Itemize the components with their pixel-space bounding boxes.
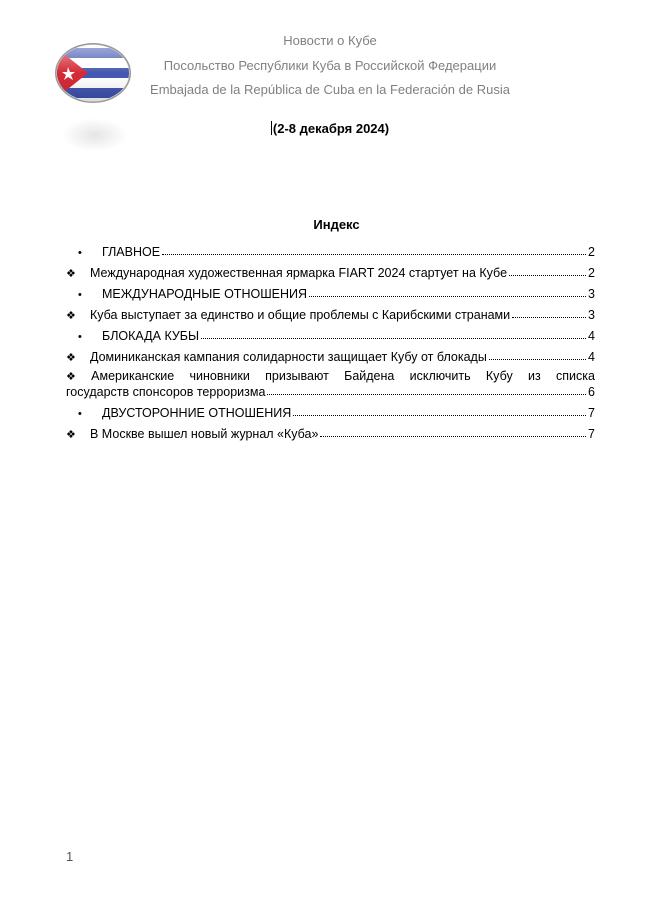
toc-page: 2: [588, 266, 595, 280]
toc-word: Кубу: [485, 369, 513, 383]
diamond-bullet-icon: ❖: [66, 352, 76, 364]
toc-item-caribbean[interactable]: [66, 301, 595, 322]
toc-word: Американские: [91, 369, 175, 383]
bullet-icon: •: [78, 247, 82, 259]
toc-section-main[interactable]: [66, 238, 595, 259]
toc-label-continued: государств спонсоров терроризма: [66, 385, 266, 399]
toc-page: 4: [588, 350, 595, 364]
toc-section-bilateral[interactable]: [66, 399, 595, 420]
toc-page: 7: [588, 406, 595, 420]
toc-label: Международная художественная ярмарка FIART 2024 стартует на Кубе: [90, 266, 508, 280]
toc-label: БЛОКАДА КУБЫ: [102, 329, 200, 343]
bullet-icon: •: [78, 408, 82, 420]
toc-word: призывают: [265, 369, 329, 383]
newsletter-title: Новости о Кубе: [283, 33, 377, 48]
toc-word: из: [527, 369, 541, 383]
toc-page: 4: [588, 329, 595, 343]
dot-leader: [267, 393, 586, 395]
embassy-name-es: Embajada de la República de Cuba en la Federación de Rusia: [150, 82, 510, 97]
diamond-bullet-icon: ❖: [66, 310, 76, 322]
toc-label: Доминиканская кампания солидарности защищает Кубу от блокады: [90, 350, 487, 364]
toc-section-international[interactable]: [66, 280, 595, 301]
toc-page: 2: [588, 245, 595, 259]
dot-leader: [509, 274, 586, 276]
dot-leader: [293, 414, 586, 416]
index-title: Индекс: [313, 217, 360, 232]
dot-leader: [162, 253, 586, 255]
text-cursor: [271, 121, 272, 135]
toc-label: ГЛАВНОЕ: [102, 245, 161, 259]
toc-section-blockade[interactable]: [66, 322, 595, 343]
embassy-name-ru: Посольство Республики Куба в Российской Федерации: [163, 58, 497, 73]
diamond-bullet-icon: ❖: [66, 371, 76, 383]
dot-leader: [512, 316, 586, 318]
toc-page: 6: [588, 385, 595, 399]
dot-leader: [489, 358, 586, 360]
toc-label: ДВУСТОРОННИЕ ОТНОШЕНИЯ: [102, 406, 292, 420]
date-range: [0, 121, 645, 136]
toc-word: чиновники: [189, 369, 250, 383]
table-of-contents: [66, 238, 595, 441]
toc-page: 3: [588, 287, 595, 301]
bullet-icon: •: [78, 289, 82, 301]
diamond-bullet-icon: ❖: [66, 429, 76, 441]
page-number: 1: [66, 849, 74, 864]
toc-label: Куба выступает за единство и общие проблемы с Карибскими странами: [90, 308, 511, 322]
toc-label: В Москве вышел новый журнал «Куба»: [90, 427, 319, 441]
toc-item-dominican[interactable]: [66, 343, 595, 364]
toc-word: исключить: [409, 369, 471, 383]
dot-leader: [309, 295, 586, 297]
dot-leader: [201, 337, 586, 339]
toc-word: Байдена: [344, 369, 395, 383]
toc-item-fiart[interactable]: [66, 259, 595, 280]
toc-page: 3: [588, 308, 595, 322]
date-range-text: (2-8 декабря 2024): [272, 121, 390, 136]
toc-item-terrorism-list[interactable]: [66, 364, 595, 399]
toc-label: МЕЖДУНАРОДНЫЕ ОТНОШЕНИЯ: [102, 287, 308, 301]
toc-item-journal[interactable]: [66, 420, 595, 441]
dot-leader: [320, 435, 586, 437]
toc-page: 7: [588, 427, 595, 441]
bullet-icon: •: [78, 331, 82, 343]
toc-word: списка: [555, 369, 595, 383]
diamond-bullet-icon: ❖: [66, 268, 76, 280]
